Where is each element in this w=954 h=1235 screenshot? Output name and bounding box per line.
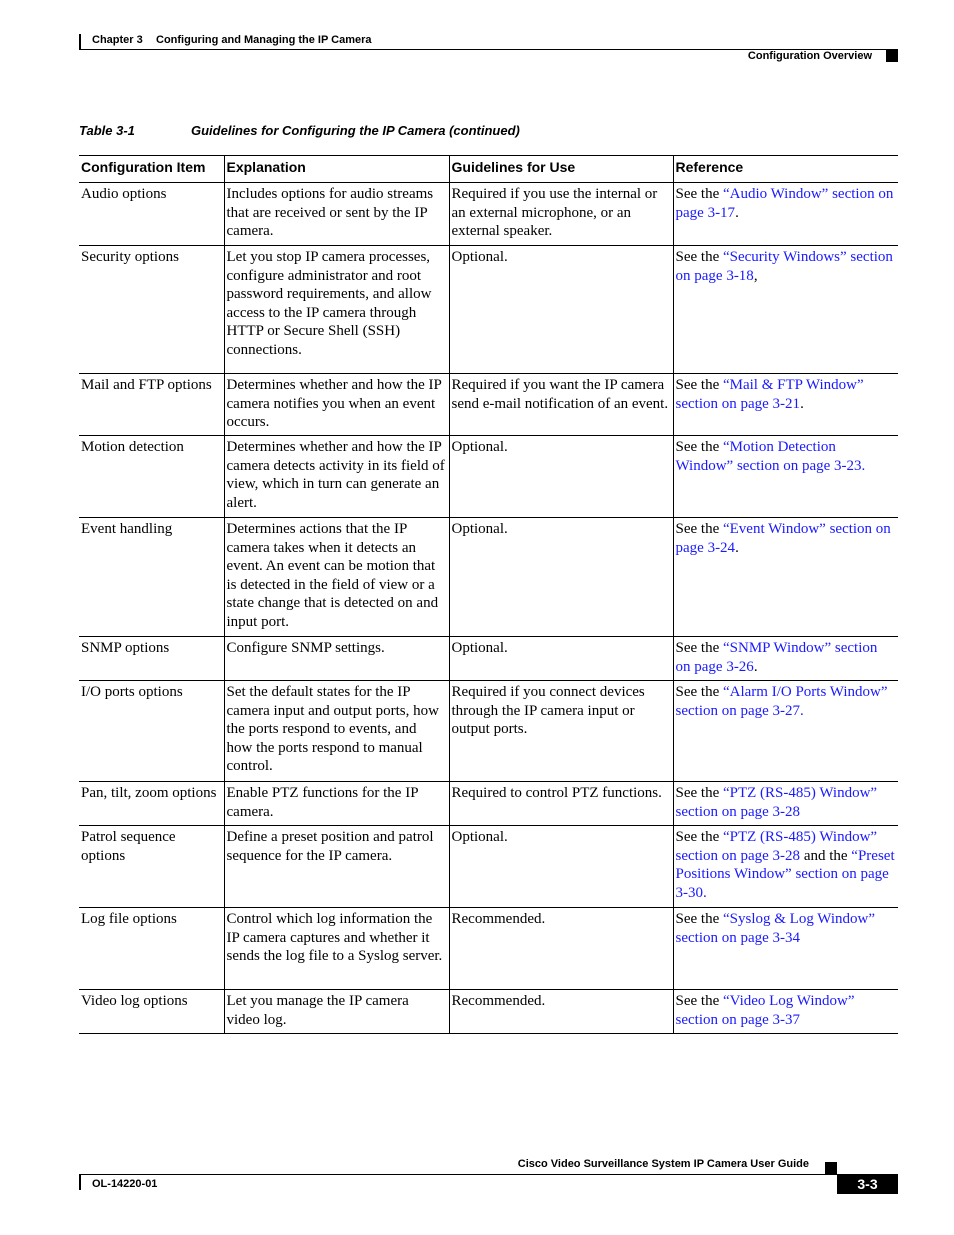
explanation-cell: Determines actions that the IP camera takes when it detects an event. An event can be motion that is detected in the field of view or a state change that is detected on and input port. — [224, 518, 449, 637]
table-header-row — [79, 156, 898, 183]
table-row — [79, 826, 898, 908]
table-row — [79, 990, 898, 1034]
reference-text: See the — [675, 249, 723, 265]
reference-link[interactable]: “Motion Detection Window” section on page 3-23. — [675, 439, 866, 474]
explanation-cell: Determines whether and how the IP camera detects activity in its field of view, which in turn can generate an alert. — [224, 436, 449, 518]
chapter-title: Configuring and Managing the IP Camera — [156, 34, 372, 46]
chapter-label: Chapter 3 — [92, 34, 143, 46]
explanation-cell: Set the default states for the IP camera input and output ports, how the ports respond to events, and how the ports respond to manual control. — [224, 681, 449, 782]
config-item-cell: Security options — [79, 246, 224, 374]
reference-link[interactable]: “Video Log Window” section on page 3-37 — [675, 993, 855, 1028]
config-item-cell: SNMP options — [79, 637, 224, 681]
reference-cell — [673, 374, 898, 436]
explanation-cell: Enable PTZ functions for the IP camera. — [224, 782, 449, 826]
guidelines-cell: Required if you use the internal or an external microphone, or an external speaker. — [449, 183, 673, 246]
config-item-cell: Motion detection — [79, 436, 224, 518]
table-row — [79, 782, 898, 826]
config-item-cell: Pan, tilt, zoom options — [79, 782, 224, 826]
reference-text: See the — [675, 640, 723, 656]
col-header: Guidelines for Use — [449, 156, 673, 183]
guidelines-cell: Required if you want the IP camera send e-mail notification of an event. — [449, 374, 673, 436]
reference-text: See the — [675, 911, 723, 927]
reference-cell — [673, 990, 898, 1034]
reference-text: See the — [675, 684, 723, 700]
table-row — [79, 908, 898, 990]
page-number: 3-3 — [837, 1174, 898, 1194]
explanation-cell: Define a preset position and patrol sequence for the IP camera. — [224, 826, 449, 908]
reference-text: See the — [675, 377, 723, 393]
reference-link[interactable]: “PTZ (RS-485) Window” section on page 3-28 — [675, 829, 878, 864]
reference-link[interactable]: “Mail & FTP Window” section on page 3-21 — [675, 377, 864, 412]
explanation-cell: Configure SNMP settings. — [224, 637, 449, 681]
reference-cell — [673, 436, 898, 518]
reference-text: See the — [675, 186, 723, 202]
reference-link[interactable]: “Alarm I/O Ports Window” section on page 3-27. — [675, 684, 888, 719]
reference-text: See the — [675, 521, 723, 537]
reference-cell — [673, 637, 898, 681]
reference-link[interactable]: “Syslog & Log Window” section on page 3-34 — [675, 911, 876, 946]
guidelines-table — [79, 155, 898, 1034]
explanation-cell: Let you manage the IP camera video log. — [224, 990, 449, 1034]
reference-text: . — [753, 658, 758, 675]
config-item-cell: I/O ports options — [79, 681, 224, 782]
reference-text: See the — [675, 993, 723, 1009]
config-item-cell: Log file options — [79, 908, 224, 990]
table-row — [79, 681, 898, 782]
section-title: Configuration Overview — [747, 50, 872, 62]
reference-cell — [673, 782, 898, 826]
reference-link[interactable]: “Event Window” section on page 3-24 — [675, 521, 891, 556]
guidelines-cell: Optional. — [449, 826, 673, 908]
reference-cell — [673, 681, 898, 782]
table-title: Guidelines for Configuring the IP Camera (continued) — [191, 123, 520, 138]
guidelines-cell: Optional. — [449, 518, 673, 637]
reference-cell — [673, 908, 898, 990]
reference-text: See the — [675, 439, 723, 455]
explanation-cell: Determines whether and how the IP camera notifies you when an event occurs. — [224, 374, 449, 436]
header-bar — [79, 34, 81, 50]
guidelines-cell: Recommended. — [449, 908, 673, 990]
header-marker — [886, 50, 898, 62]
config-item-cell: Event handling — [79, 518, 224, 637]
table-row — [79, 374, 898, 436]
config-item-cell: Audio options — [79, 183, 224, 246]
explanation-cell: Includes options for audio streams that are received or sent by the IP camera. — [224, 183, 449, 246]
reference-text: . — [800, 395, 804, 412]
guidelines-cell: Optional. — [449, 246, 673, 374]
guidelines-cell: Required if you connect devices through the IP camera input or output ports. — [449, 681, 673, 782]
table-number: Table 3-1 — [79, 123, 135, 138]
table-row — [79, 637, 898, 681]
table-row — [79, 183, 898, 246]
reference-link[interactable]: “Preset Positions Window” section on page 3-30. — [675, 847, 895, 901]
footer-rule — [79, 1174, 837, 1175]
col-header: Reference — [673, 156, 898, 183]
reference-link[interactable]: “SNMP Window” section on page 3-26 — [675, 640, 878, 675]
reference-text: . — [735, 539, 739, 556]
reference-text: See the — [675, 829, 723, 845]
reference-text: See the — [675, 785, 723, 801]
reference-text: , — [753, 267, 758, 284]
config-item-cell: Mail and FTP options — [79, 374, 224, 436]
table-row — [79, 246, 898, 374]
reference-link[interactable]: “PTZ (RS-485) Window” section on page 3-28 — [675, 785, 878, 820]
config-item-cell: Video log options — [79, 990, 224, 1034]
reference-text: and the — [800, 847, 852, 864]
table-row — [79, 518, 898, 637]
reference-link[interactable]: “Audio Window” section on page 3-17 — [675, 186, 894, 221]
reference-cell — [673, 183, 898, 246]
col-header: Configuration Item — [79, 156, 224, 183]
reference-cell — [673, 518, 898, 637]
explanation-cell: Control which log information the IP camera captures and whether it sends the log file to a Syslog server. — [224, 908, 449, 990]
footer-marker — [825, 1162, 837, 1174]
guidelines-cell: Recommended. — [449, 990, 673, 1034]
guidelines-cell: Required to control PTZ functions. — [449, 782, 673, 826]
guide-title: Cisco Video Surveillance System IP Camera User Guide — [517, 1158, 809, 1170]
explanation-cell: Let you stop IP camera processes, configure administrator and root password requirements, and allow access to the IP camera through HTTP or Secure Shell (SSH) connections. — [224, 246, 449, 374]
reference-cell — [673, 246, 898, 374]
guidelines-cell: Optional. — [449, 436, 673, 518]
doc-number: OL-14220-01 — [92, 1178, 158, 1190]
reference-cell — [673, 826, 898, 908]
reference-text: . — [735, 204, 739, 221]
guidelines-cell: Optional. — [449, 637, 673, 681]
config-item-cell: Patrol sequence options — [79, 826, 224, 908]
col-header: Explanation — [224, 156, 449, 183]
table-row — [79, 436, 898, 518]
reference-link[interactable]: “Security Windows” section on page 3-18 — [675, 249, 893, 284]
footer-bar — [79, 1174, 81, 1190]
